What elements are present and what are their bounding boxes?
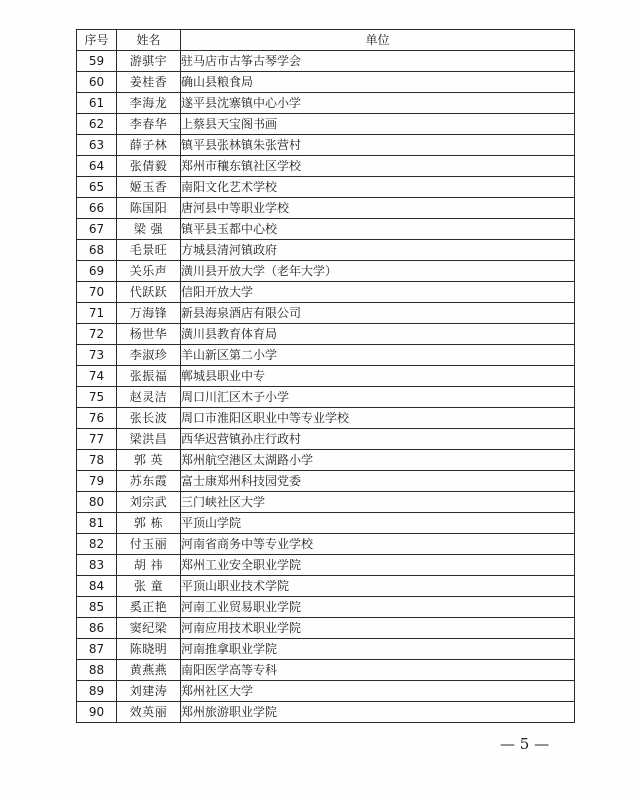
row-unit: 遂平县沈寨镇中心小学 xyxy=(181,93,575,114)
row-number: 76 xyxy=(77,408,117,429)
row-number: 67 xyxy=(77,219,117,240)
row-name: 刘建涛 xyxy=(117,681,181,702)
page-number: — 5 — xyxy=(500,735,550,753)
table-row xyxy=(77,240,575,261)
table-row xyxy=(77,261,575,282)
table-row xyxy=(77,219,575,240)
row-unit: 南阳文化艺术学校 xyxy=(181,177,575,198)
row-number: 77 xyxy=(77,429,117,450)
row-number: 65 xyxy=(77,177,117,198)
row-name: 张长波 xyxy=(117,408,181,429)
row-number: 84 xyxy=(77,576,117,597)
row-unit: 唐河县中等职业学校 xyxy=(181,198,575,219)
row-number: 66 xyxy=(77,198,117,219)
row-name: 郭 栋 xyxy=(117,513,181,534)
row-name: 关乐声 xyxy=(117,261,181,282)
row-number: 70 xyxy=(77,282,117,303)
row-name: 胡 祎 xyxy=(117,555,181,576)
header-name: 姓名 xyxy=(117,30,181,51)
table-row xyxy=(77,513,575,534)
table-row xyxy=(77,324,575,345)
row-unit: 河南省商务中等专业学校 xyxy=(181,534,575,555)
row-unit: 确山县粮食局 xyxy=(181,72,575,93)
table-row xyxy=(77,408,575,429)
table-row xyxy=(77,198,575,219)
row-unit: 郑州社区大学 xyxy=(181,681,575,702)
table-row xyxy=(77,72,575,93)
table-row xyxy=(77,534,575,555)
row-name: 李春华 xyxy=(117,114,181,135)
row-number: 71 xyxy=(77,303,117,324)
table-row xyxy=(77,177,575,198)
row-name: 万海锋 xyxy=(117,303,181,324)
header-number: 序号 xyxy=(77,30,117,51)
row-number: 69 xyxy=(77,261,117,282)
table-row xyxy=(77,366,575,387)
table-row xyxy=(77,303,575,324)
row-unit: 河南工业贸易职业学院 xyxy=(181,597,575,618)
row-unit: 郸城县职业中专 xyxy=(181,366,575,387)
table-row xyxy=(77,450,575,471)
row-unit: 驻马店市古筝古琴学会 xyxy=(181,51,575,72)
row-unit: 郑州航空港区太湖路小学 xyxy=(181,450,575,471)
row-unit: 上蔡县天宝阁书画 xyxy=(181,114,575,135)
table-row xyxy=(77,492,575,513)
row-number: 81 xyxy=(77,513,117,534)
row-name: 效英丽 xyxy=(117,702,181,723)
row-name: 姬玉香 xyxy=(117,177,181,198)
row-number: 74 xyxy=(77,366,117,387)
row-unit: 平顶山职业技术学院 xyxy=(181,576,575,597)
table-row xyxy=(77,156,575,177)
table-row xyxy=(77,471,575,492)
table-row xyxy=(77,135,575,156)
row-unit: 周口川汇区木子小学 xyxy=(181,387,575,408)
row-name: 刘宗武 xyxy=(117,492,181,513)
row-name: 苏东霞 xyxy=(117,471,181,492)
row-number: 59 xyxy=(77,51,117,72)
row-unit: 三门峡社区大学 xyxy=(181,492,575,513)
row-number: 61 xyxy=(77,93,117,114)
table-row xyxy=(77,639,575,660)
row-number: 80 xyxy=(77,492,117,513)
table-row xyxy=(77,387,575,408)
row-number: 89 xyxy=(77,681,117,702)
row-unit: 河南推拿职业学院 xyxy=(181,639,575,660)
row-number: 78 xyxy=(77,450,117,471)
row-unit: 潢川县开放大学（老年大学） xyxy=(181,261,575,282)
row-name: 陈晓明 xyxy=(117,639,181,660)
row-name: 杨世华 xyxy=(117,324,181,345)
row-unit: 河南应用技术职业学院 xyxy=(181,618,575,639)
row-name: 奚正艳 xyxy=(117,597,181,618)
row-name: 赵灵洁 xyxy=(117,387,181,408)
row-name: 张振福 xyxy=(117,366,181,387)
row-number: 86 xyxy=(77,618,117,639)
row-number: 64 xyxy=(77,156,117,177)
table-row xyxy=(77,702,575,723)
row-name: 薛子林 xyxy=(117,135,181,156)
table-row xyxy=(77,282,575,303)
table-row xyxy=(77,681,575,702)
row-unit: 西华迟营镇孙庄行政村 xyxy=(181,429,575,450)
row-name: 代跃跃 xyxy=(117,282,181,303)
row-unit: 郑州旅游职业学院 xyxy=(181,702,575,723)
row-unit: 郑州工业安全职业学院 xyxy=(181,555,575,576)
table-body xyxy=(77,51,575,723)
table-row xyxy=(77,345,575,366)
row-name: 郭 英 xyxy=(117,450,181,471)
row-number: 79 xyxy=(77,471,117,492)
row-unit: 潢川县教育体育局 xyxy=(181,324,575,345)
row-number: 63 xyxy=(77,135,117,156)
row-unit: 富士康郑州科技园党委 xyxy=(181,471,575,492)
table-row xyxy=(77,576,575,597)
row-unit: 郑州市穰东镇社区学校 xyxy=(181,156,575,177)
row-number: 85 xyxy=(77,597,117,618)
table-row xyxy=(77,597,575,618)
row-name: 张 童 xyxy=(117,576,181,597)
row-name: 梁洪昌 xyxy=(117,429,181,450)
row-number: 60 xyxy=(77,72,117,93)
roster-table xyxy=(76,29,575,723)
row-unit: 方城县清河镇政府 xyxy=(181,240,575,261)
row-number: 72 xyxy=(77,324,117,345)
table-row xyxy=(77,660,575,681)
table-row xyxy=(77,93,575,114)
row-number: 90 xyxy=(77,702,117,723)
table-row xyxy=(77,114,575,135)
row-name: 姜桂香 xyxy=(117,72,181,93)
row-unit: 信阳开放大学 xyxy=(181,282,575,303)
row-unit: 新县海泉酒店有限公司 xyxy=(181,303,575,324)
row-name: 李淑珍 xyxy=(117,345,181,366)
row-name: 张倩毅 xyxy=(117,156,181,177)
table-row xyxy=(77,429,575,450)
row-number: 62 xyxy=(77,114,117,135)
table-row xyxy=(77,618,575,639)
row-name: 黄燕燕 xyxy=(117,660,181,681)
row-name: 梁 强 xyxy=(117,219,181,240)
row-name: 陈国阳 xyxy=(117,198,181,219)
row-name: 李海龙 xyxy=(117,93,181,114)
row-unit: 平顶山学院 xyxy=(181,513,575,534)
row-number: 83 xyxy=(77,555,117,576)
row-name: 付玉丽 xyxy=(117,534,181,555)
row-name: 窦纪梁 xyxy=(117,618,181,639)
row-number: 68 xyxy=(77,240,117,261)
row-number: 88 xyxy=(77,660,117,681)
row-number: 73 xyxy=(77,345,117,366)
table-header-row xyxy=(77,30,575,51)
row-number: 87 xyxy=(77,639,117,660)
row-number: 82 xyxy=(77,534,117,555)
row-unit: 镇平县张林镇朱张营村 xyxy=(181,135,575,156)
row-unit: 羊山新区第二小学 xyxy=(181,345,575,366)
row-unit: 南阳医学高等专科 xyxy=(181,660,575,681)
header-unit: 单位 xyxy=(181,30,575,51)
row-number: 75 xyxy=(77,387,117,408)
row-name: 毛景旺 xyxy=(117,240,181,261)
row-unit: 周口市淮阳区职业中等专业学校 xyxy=(181,408,575,429)
row-unit: 镇平县玉都中心校 xyxy=(181,219,575,240)
table-row xyxy=(77,555,575,576)
row-name: 游骐宇 xyxy=(117,51,181,72)
table-row xyxy=(77,51,575,72)
